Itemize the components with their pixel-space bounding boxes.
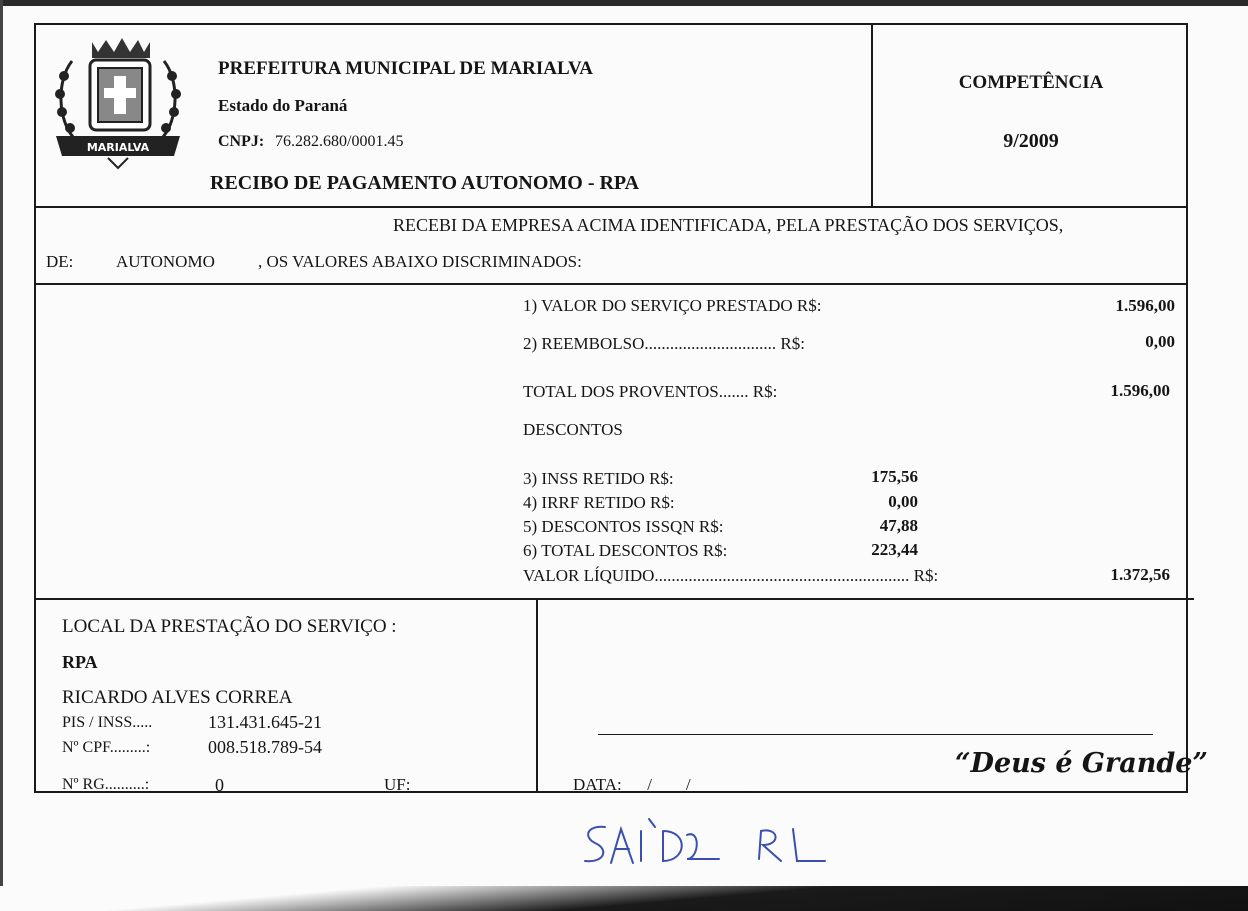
competencia-value: 9/2009: [1003, 130, 1059, 152]
scan-edge-top: [0, 0, 1248, 6]
divider-header: [34, 206, 1188, 208]
municipal-crest-icon: [50, 36, 186, 170]
rg-label: Nº RG..........:: [62, 776, 150, 793]
handwritten-note-signature: [575, 815, 845, 875]
reembolso-value: 0,00: [1145, 332, 1175, 351]
divider-values: [34, 598, 1194, 600]
scan-edge-bottom: [0, 886, 1248, 911]
total-proventos-value: 1.596,00: [1110, 381, 1170, 400]
divider-provider: [536, 598, 538, 793]
local-value: RPA: [62, 652, 98, 672]
issqn-label: 5) DESCONTOS ISSQN R$:: [523, 517, 724, 536]
total-descontos-value: 223,44: [871, 540, 918, 559]
irrf-value: 0,00: [888, 492, 918, 511]
cpf-value: 008.518.789-54: [208, 737, 322, 757]
total-proventos-label: TOTAL DOS PROVENTOS....... R$:: [523, 382, 778, 401]
org-name: PREFEITURA MUNICIPAL DE MARIALVA: [218, 58, 593, 79]
issqn-value: 47,88: [879, 516, 918, 535]
valor-liquido-value: 1.372,56: [1110, 565, 1170, 584]
state-name: Estado do Paraná: [218, 96, 348, 115]
uf-label: UF:: [384, 775, 411, 794]
slogan-text: “Deus é Grande”: [955, 748, 1208, 779]
document-title: RECIBO DE PAGAMENTO AUTONOMO - RPA: [210, 172, 640, 194]
de-value: AUTONOMO: [116, 252, 215, 271]
inss-value: 175,56: [871, 467, 918, 486]
reembolso-label: 2) REEMBOLSO............................... R$:: [523, 334, 805, 353]
competencia-label: COMPETÊNCIA: [958, 72, 1104, 93]
scan-edge-left: [0, 0, 3, 911]
cnpj-value: 76.282.680/0001.45: [275, 133, 404, 150]
statement-line1: RECEBI DA EMPRESA ACIMA IDENTIFICADA, PELA PRESTAÇÃO DOS SERVIÇOS,: [393, 215, 1064, 235]
provider-name: RICARDO ALVES CORREA: [62, 687, 293, 708]
divider-statement: [34, 283, 1188, 285]
cpf-label: Nº CPF.........:: [62, 739, 151, 756]
pis-value: 131.431.645-21: [208, 712, 322, 732]
de-label: DE:: [46, 252, 74, 271]
local-label: LOCAL DA PRESTAÇÃO DO SERVIÇO :: [62, 616, 397, 637]
handwritten-note-text: SAÚDE RL: [575, 815, 580, 816]
inss-label: 3) INSS RETIDO R$:: [523, 469, 674, 488]
cnpj-label: CNPJ:: [218, 133, 265, 150]
irrf-label: 4) IRRF RETIDO R$:: [523, 493, 675, 512]
valor-liquido-label: VALOR LÍQUIDO............................................................ R$:: [523, 566, 939, 585]
divider-competencia: [871, 23, 873, 208]
signature-line: [598, 734, 1153, 735]
rg-value: 0: [215, 775, 224, 795]
pis-label: PIS / INSS.....: [62, 714, 153, 731]
servico-value: 1.596,00: [1115, 296, 1175, 315]
statement-line2: , OS VALORES ABAIXO DISCRIMINADOS:: [258, 252, 582, 271]
crest-text: MARIALVA: [86, 141, 150, 154]
descontos-heading: DESCONTOS: [523, 420, 623, 439]
total-descontos-label: 6) TOTAL DESCONTOS R$:: [523, 541, 728, 560]
data-field: DATA:___/____/_______: [573, 775, 751, 794]
servico-label: 1) VALOR DO SERVIÇO PRESTADO R$:: [523, 296, 822, 315]
